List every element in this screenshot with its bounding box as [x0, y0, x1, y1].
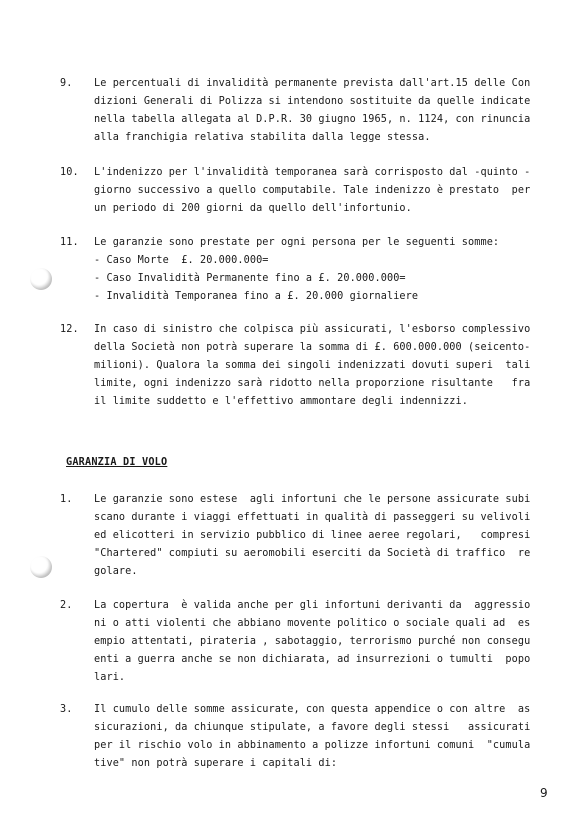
- page-number: 9: [540, 786, 548, 800]
- punch-hole-top: [30, 268, 52, 290]
- clause-line: - Invalidità Temporanea fino a £. 20.000 giornaliere: [94, 291, 419, 302]
- clause-line: "Chartered" compiuti su aeromobili eserciti da Società di traffico re: [94, 548, 531, 559]
- section-heading: GARANZIA DI VOLO: [66, 457, 168, 468]
- clause-number: 1.: [60, 494, 73, 505]
- clause-number: 10.: [60, 167, 79, 178]
- clause-line: empio attentati, pirateria , sabotaggio, terrorismo purché non consegu: [94, 636, 531, 647]
- clause-line: per il rischio volo in abbinamento a polizze infortuni comuni "cumula: [94, 740, 531, 751]
- clause-line: un periodo di 200 giorni da quello dell'infortunio.: [94, 203, 412, 214]
- clause-line: giorno successivo a quello computabile. Tale indenizzo è prestato per: [94, 185, 531, 196]
- clause-line: ed elicotteri in servizio pubblico di linee aeree regolari, compresi: [94, 530, 531, 541]
- punch-hole-bottom: [30, 556, 52, 578]
- clause-line: milioni). Qualora la somma dei singoli indenizzati dovuti superi tali: [94, 360, 531, 371]
- clause-line: In caso di sinistro che colpisca più assicurati, l'esborso complessivo: [94, 324, 531, 335]
- clause-line: ni o atti violenti che abbiano movente politico o sociale quali ad es: [94, 618, 531, 629]
- clause-line: golare.: [94, 566, 138, 577]
- clause-line: enti a guerra anche se non dichiarata, ad insurrezioni o tumulti popo: [94, 654, 531, 665]
- clause-line: alla franchigia relativa stabilita dalla legge stessa.: [94, 132, 431, 143]
- clause-line: della Società non potrà superare la somma di £. 600.000.000 (seicento-: [94, 342, 531, 353]
- clause-line: dizioni Generali di Polizza si intendono sostituite da quelle indicate: [94, 96, 531, 107]
- clause-line: tive" non potrà superare i capitali di:: [94, 758, 338, 769]
- clause-number: 9.: [60, 78, 73, 89]
- clause-line: - Caso Invalidità Permanente fino a £. 20.000.000=: [94, 273, 406, 284]
- clause-line: Le percentuali di invalidità permanente prevista dall'art.15 delle Con: [94, 78, 531, 89]
- clause-line: - Caso Morte £. 20.000.000=: [94, 255, 269, 266]
- clause-line: L'indenizzo per l'invalidità temporanea sarà corrisposto dal -quinto -: [94, 167, 531, 178]
- clause-line: Le garanzie sono prestate per ogni persona per le seguenti somme:: [94, 237, 500, 248]
- clause-number: 3.: [60, 704, 73, 715]
- clause-line: lari.: [94, 672, 126, 683]
- clause-line: Il cumulo delle somme assicurate, con questa appendice o con altre as: [94, 704, 531, 715]
- clause-line: limite, ogni indenizzo sarà ridotto nella proporzione risultante fra: [94, 378, 531, 389]
- clause-line: scano durante i viaggi effettuati in qualità di passeggeri su velivoli: [94, 512, 531, 523]
- clause-line: il limite suddetto e l'effettivo ammontare degli indennizzi.: [94, 396, 469, 407]
- clause-line: Le garanzie sono estese agli infortuni che le persone assicurate subi: [94, 494, 531, 505]
- clause-number: 12.: [60, 324, 79, 335]
- clause-number: 11.: [60, 237, 79, 248]
- clause-number: 2.: [60, 600, 73, 611]
- clause-line: nella tabella allegata al D.P.R. 30 giugno 1965, n. 1124, con rinuncia: [94, 114, 531, 125]
- clause-line: sicurazioni, da chiunque stipulate, a favore degli stessi assicurati: [94, 722, 531, 733]
- clause-line: La copertura è valida anche per gli infortuni derivanti da aggressio: [94, 600, 531, 611]
